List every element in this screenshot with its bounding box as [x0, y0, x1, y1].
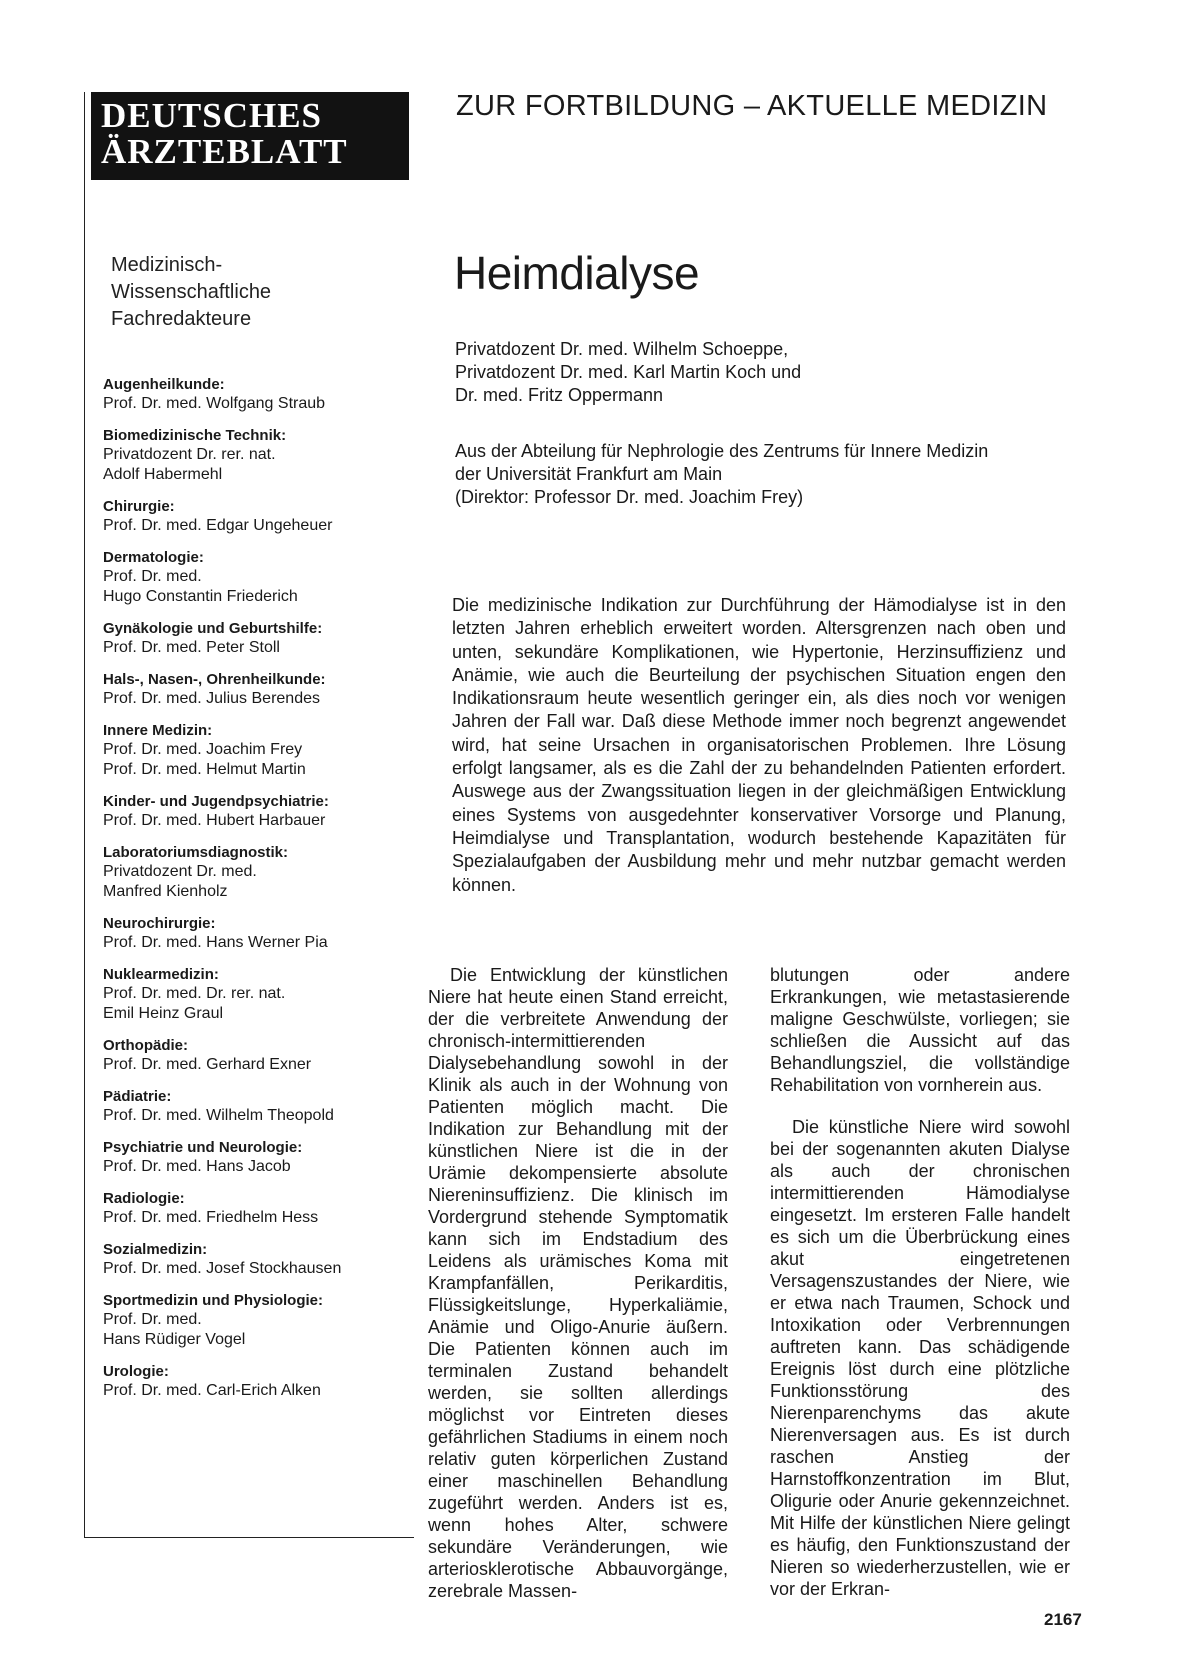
editor-name: Prof. Dr. med. Joachim Frey	[103, 741, 303, 758]
specialty-label: Sportmedizin und Physiologie:	[103, 1292, 324, 1309]
editor-entry	[103, 1291, 408, 1350]
specialty-label: Gynäkologie und Geburtshilfe:	[103, 620, 323, 637]
editor-name: Prof. Dr. med. Hubert Harbauer	[103, 812, 326, 829]
abstract: Die medizinische Indikation zur Durchführung der Hämodialyse ist in den letzten Jahren erheblich erweitert worden. Altersgrenzen nach oben und unten, sekundäre Komplikationen, wie Hypertonie, Herzinsuffizienz und Anämie, wie auch die Beurteilung der psychischen Situation engen den Indikationsraum heute wesentlich geringer ein, als dies noch vor wenigen Jahren der Fall war. Daß diese Methode immer noch begrenzt angewendet wird, hat seine Ursachen in organisatorischen Problemen. Ihre Lösung erfolgt langsamer, als es die Zahl der zu behandelnden Patienten erfordert. Auswege aus der Zwangssituation liegen in der gleichmäßigen Entwicklung eines Systems von ausgedehnter konservativer Vorsorge und Planung, Heimdialyse und Transplantation, wodurch bestehende Kapazitäten für Spezialaufgaben der Ausbildung mehr und mehr nutzbar gemacht werden können.	[452, 595, 1066, 895]
editor-entry	[103, 1362, 408, 1401]
heading-line: Medizinisch-	[111, 254, 223, 276]
editor-entry	[103, 1087, 408, 1126]
editor-name: Prof. Dr. med. Carl-Erich Alken	[103, 1382, 321, 1399]
affiliation	[455, 440, 1095, 509]
specialty-label: Dermatologie:	[103, 549, 204, 566]
editor-entry	[103, 1138, 408, 1177]
body-column-2	[770, 964, 1070, 1620]
editor-entry	[103, 548, 408, 607]
editorial-sidebar	[84, 92, 414, 1538]
editor-entry	[103, 375, 408, 414]
body-paragraph: Die künstliche Niere wird sowohl bei der sogenannten akuten Dialyse als auch der chronischen intermittierenden Hämodialyse eingesetzt. Im ersteren Falle handelt es sich um die Überbrückung eines akut eingetretenen Versagenszustandes der Niere, wie er etwa nach Traumen, Schock und Intoxikation oder Verbrennungen auftreten kann. Das schädigende Ereignis löst durch eine plötzliche Funktionsstörung des Nierenparenchyms das akute Nierenversagen aus. Es ist durch raschen Anstieg der Harnstoffkonzentration im Blut, Oligurie oder Anurie gekennzeichnet. Mit Hilfe der künstlichen Niere gelingt es häufig, den Funktionszustand der Nieren so wiederherzustellen, wie er vor der Erkran-	[770, 1117, 1070, 1599]
editor-name: Manfred Kienholz	[103, 883, 228, 900]
editor-name: Prof. Dr. med. Wilhelm Theopold	[103, 1107, 334, 1124]
editor-name: Prof. Dr. med. Edgar Ungeheuer	[103, 517, 333, 534]
body-paragraph: Die Entwicklung der künstlichen Niere hat heute einen Stand erreicht, der die verbreitete Anwendung der chronisch-intermittierenden Dialysebehandlung sowohl in der Klinik als auch in der Wohnung von Patienten möglich macht. Die Indikation zur Behandlung mit der künstlichen Niere ist die in der Urämie dekompensierte absolute Niereninsuffizienz. Die klinisch im Vordergrund stehende Symptomatik kann sich im Endstadium des Leidens als urämisches Koma mit Krampfanfällen, Perikarditis, Flüssigkeitslunge, Hyperkaliämie, Anämie und Oligo-Anurie äußern. Die Patienten können auch im terminalen Zustand behandelt werden, sie sollten allerdings möglichst vor Eintreten dieses gefährlichen Stadiums in einem noch relativ guten körperlichen Zustand einer maschinellen Behandlung zugeführt werden. Anders ist es, wenn hohes Alter, schwere sekundäre Veränderungen, wie arteriosklerotische Abbauvorgänge, zerebrale Massen-	[428, 965, 728, 1601]
editor-entry	[103, 1189, 408, 1228]
specialty-label: Augenheilkunde:	[103, 376, 225, 393]
editors-heading	[111, 252, 401, 333]
heading-line: Fachredakteure	[111, 308, 252, 330]
specialty-label: Chirurgie:	[103, 498, 175, 515]
editor-name: Prof. Dr. med. Hans Jacob	[103, 1158, 291, 1175]
editor-entry	[103, 914, 408, 953]
editor-entry	[103, 792, 408, 831]
specialty-label: Laboratoriumsdiagnostik:	[103, 844, 289, 861]
journal-masthead	[91, 92, 409, 180]
specialty-label: Nuklearmedizin:	[103, 966, 219, 983]
editor-name: Prof. Dr. med. Gerhard Exner	[103, 1056, 312, 1073]
editor-list	[103, 375, 408, 1413]
specialty-label: Sozialmedizin:	[103, 1241, 208, 1258]
affiliation-line: der Universität Frankfurt am Main	[455, 464, 723, 484]
editor-entry	[103, 1240, 408, 1279]
editor-name: Privatdozent Dr. rer. nat.	[103, 446, 276, 463]
editor-name: Adolf Habermehl	[103, 466, 223, 483]
editor-name: Prof. Dr. med.	[103, 1311, 202, 1328]
affiliation-line: Aus der Abteilung für Nephrologie des Zentrums für Innere Medizin	[455, 441, 989, 461]
author-line: Privatdozent Dr. med. Karl Martin Koch und	[455, 362, 802, 382]
specialty-label: Psychiatrie und Neurologie:	[103, 1139, 303, 1156]
editor-entry	[103, 497, 408, 536]
editor-entry	[103, 721, 408, 780]
specialty-label: Innere Medizin:	[103, 722, 213, 739]
editor-name: Privatdozent Dr. med.	[103, 863, 257, 880]
editor-entry	[103, 1036, 408, 1075]
specialty-label: Radiologie:	[103, 1190, 185, 1207]
editor-name: Prof. Dr. med. Hans Werner Pia	[103, 934, 328, 951]
editor-name: Hugo Constantin Friederich	[103, 588, 298, 605]
page-number: 2167	[1044, 1610, 1082, 1629]
editor-name: Hans Rüdiger Vogel	[103, 1331, 246, 1348]
specialty-label: Pädiatrie:	[103, 1088, 172, 1105]
body-column-1	[428, 964, 728, 1622]
editor-entry	[103, 426, 408, 485]
heading-line: Wissenschaftliche	[111, 281, 272, 303]
masthead-line-2: ÄRZTEBLATT	[101, 132, 348, 171]
editor-entry	[103, 843, 408, 902]
specialty-label: Hals-, Nasen-, Ohrenheilkunde:	[103, 671, 326, 688]
author-line: Dr. med. Fritz Oppermann	[455, 385, 664, 405]
author-line: Privatdozent Dr. med. Wilhelm Schoeppe,	[455, 339, 789, 359]
editor-name: Prof. Dr. med. Peter Stoll	[103, 639, 280, 656]
editor-name: Prof. Dr. med. Josef Stockhausen	[103, 1260, 342, 1277]
editor-entry	[103, 965, 408, 1024]
editor-name: Emil Heinz Graul	[103, 1005, 224, 1022]
specialty-label: Kinder- und Jugendpsychiatrie:	[103, 793, 329, 810]
author-list	[455, 338, 955, 407]
specialty-label: Biomedizinische Technik:	[103, 427, 287, 444]
section-header: ZUR FORTBILDUNG – AKTUELLE MEDIZIN	[456, 90, 1048, 122]
editor-entry	[103, 670, 408, 709]
editor-name: Prof. Dr. med. Dr. rer. nat.	[103, 985, 286, 1002]
specialty-label: Orthopädie:	[103, 1037, 188, 1054]
editor-name: Prof. Dr. med. Julius Berendes	[103, 690, 320, 707]
article-title: Heimdialyse	[454, 247, 700, 299]
specialty-label: Urologie:	[103, 1363, 169, 1380]
body-paragraph: blutungen oder andere Erkrankungen, wie metastasierende maligne Geschwülste, vorliegen; sie schließen die Aussicht auf das Behandlungsziel, die vollständige Rehabilitation von vornherein aus.	[770, 965, 1070, 1095]
editor-name: Prof. Dr. med. Friedhelm Hess	[103, 1209, 319, 1226]
specialty-label: Neurochirurgie:	[103, 915, 216, 932]
editor-name: Prof. Dr. med. Helmut Martin	[103, 761, 306, 778]
editor-name: Prof. Dr. med.	[103, 568, 202, 585]
affiliation-line: (Direktor: Professor Dr. med. Joachim Frey)	[455, 487, 804, 507]
editor-entry	[103, 619, 408, 658]
editor-name: Prof. Dr. med. Wolfgang Straub	[103, 395, 326, 412]
masthead-line-1: DEUTSCHES	[101, 96, 323, 135]
